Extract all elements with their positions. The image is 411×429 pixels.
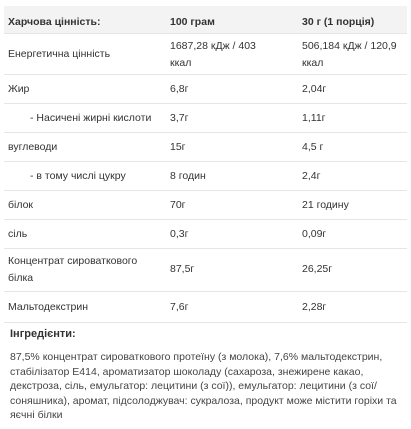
table-row xyxy=(4,75,407,104)
table-row xyxy=(4,292,407,323)
row-per100: 8 годин xyxy=(170,170,206,182)
row-per-serving: 506,184 кДж / 120,9 ккал xyxy=(302,40,397,69)
table-row xyxy=(4,191,407,220)
header-per-serving: 30 г (1 порція) xyxy=(302,16,375,28)
row-name: - в тому числі цукру xyxy=(30,170,126,182)
row-per100: 3,7г xyxy=(170,112,189,124)
row-per-serving: 26,25г xyxy=(302,263,333,275)
row-per100: 7,6г xyxy=(170,301,189,313)
row-per-serving: 0,09г xyxy=(302,228,327,240)
ingredients-title: Інгредієнти: xyxy=(10,328,76,340)
row-name: Концентрат сироваткового білка xyxy=(8,255,138,284)
ingredients-section xyxy=(10,328,406,423)
nutrition-table xyxy=(4,6,407,323)
row-name: сіль xyxy=(8,228,28,240)
row-name: Жир xyxy=(8,83,30,95)
row-per-serving: 2,04г xyxy=(302,83,327,95)
row-per100: 70г xyxy=(170,199,186,211)
table-row xyxy=(4,104,407,133)
row-name: білок xyxy=(8,199,34,211)
row-per100: 1687,28 кДж / 403 ккал xyxy=(170,40,256,69)
row-name: Мальтодекстрин xyxy=(8,301,89,313)
header-per-100g: 100 грам xyxy=(170,16,215,28)
table-row xyxy=(4,133,407,162)
row-name: Енергетична цінність xyxy=(8,48,111,60)
table-row xyxy=(4,162,407,191)
table-row xyxy=(4,34,407,75)
row-per100: 0,3г xyxy=(170,228,189,240)
header-nutrition: Харчова цінність: xyxy=(8,16,101,28)
row-per-serving: 2,28г xyxy=(302,301,327,313)
row-per100: 6,8г xyxy=(170,83,189,95)
row-per-serving: 4,5 г xyxy=(302,141,324,153)
table-row xyxy=(4,249,407,292)
row-per100: 15г xyxy=(170,141,186,153)
row-per100: 87,5г xyxy=(170,263,195,275)
ingredients-text: 87,5% концентрат сироваткового протеїну (з молока), 7,6% мальтодекстрин, стабілізатор Е414, ароматизатор шоколаду (сахароза, знежирене какао, декстроза, сіль, емульгатор: лецитини (з сої)), емульгатор: лецитини (з сої/соняшника), аромат, підсолоджувач: сукралоза, продукт може містити горіхи та яєчні білки xyxy=(10,351,397,421)
row-per-serving: 2,4г xyxy=(302,170,321,182)
table-row xyxy=(4,220,407,249)
row-per-serving: 1,11г xyxy=(302,112,326,124)
row-name: вуглеводи xyxy=(8,141,58,153)
row-per-serving: 21 годину xyxy=(302,199,349,211)
table-header-row xyxy=(4,6,407,34)
row-name: - Насичені жирні кислоти xyxy=(30,112,152,124)
